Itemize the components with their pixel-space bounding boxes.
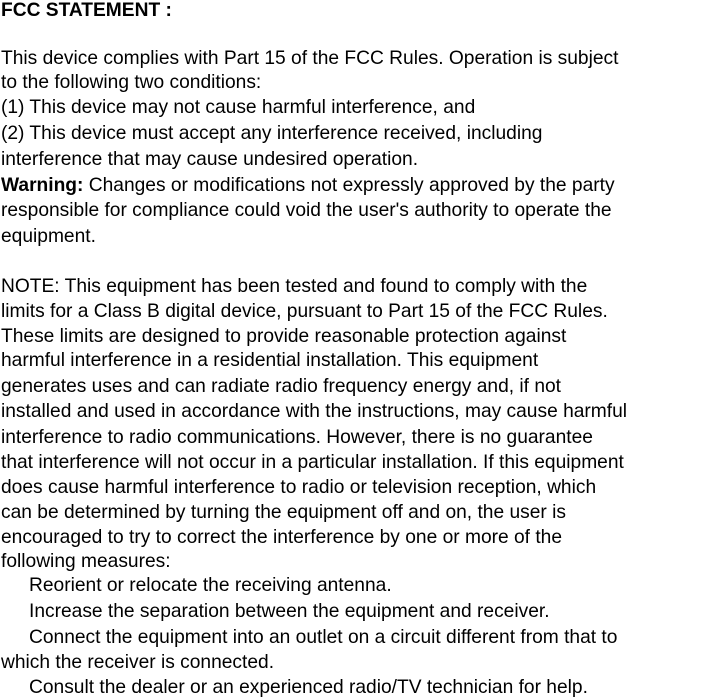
warning-label: Warning:	[1, 175, 84, 196]
note-line: These limits are designed to provide reasonable protection against	[1, 326, 567, 347]
note-line: encouraged to try to correct the interference by one or more of the	[1, 527, 563, 548]
note-line: NOTE: This equipment has been tested and found to comply with the	[1, 276, 588, 297]
note-line: limits for a Class B digital device, pursuant to Part 15 of the FCC Rules.	[1, 301, 608, 322]
warning-text: Changes or modifications not expressly approved by the party	[83, 175, 615, 196]
paragraph-line: interference that may cause undesired operation.	[1, 149, 419, 170]
note-line: harmful interference in a residential installation. This equipment	[1, 350, 539, 371]
note-line: interference to radio communications. However, there is no guarantee	[1, 427, 593, 448]
paragraph-line: This device complies with Part 15 of the FCC Rules. Operation is subject	[1, 48, 619, 69]
warning-line: equipment.	[1, 226, 96, 247]
measure-item-continuation: which the receiver is connected.	[1, 652, 275, 673]
measure-item: Consult the dealer or an experienced radio/TV technician for help.	[29, 677, 588, 698]
paragraph-line: to the following two conditions:	[1, 72, 262, 93]
measure-item: Reorient or relocate the receiving antenna.	[29, 575, 392, 596]
note-line: installed and used in accordance with the instructions, may cause harmful	[1, 401, 628, 422]
note-line: can be determined by turning the equipment off and on, the user is	[1, 502, 566, 523]
note-line: that interference will not occur in a particular installation. If this equipment	[1, 452, 624, 473]
measure-item: Increase the separation between the equipment and receiver.	[29, 601, 550, 622]
note-line: following measures:	[1, 551, 171, 572]
document-title: FCC STATEMENT :	[1, 0, 172, 21]
warning-line	[1, 175, 615, 197]
note-line: does cause harmful interference to radio or television reception, which	[1, 477, 597, 498]
note-line: generates uses and can radiate radio frequency energy and, if not	[1, 376, 562, 397]
condition-2-line: (2) This device must accept any interference received, including	[1, 123, 543, 144]
warning-line: responsible for compliance could void the user's authority to operate the	[1, 200, 612, 221]
condition-1-line: (1) This device may not cause harmful interference, and	[1, 97, 476, 118]
measure-item: Connect the equipment into an outlet on a circuit different from that to	[29, 627, 618, 648]
